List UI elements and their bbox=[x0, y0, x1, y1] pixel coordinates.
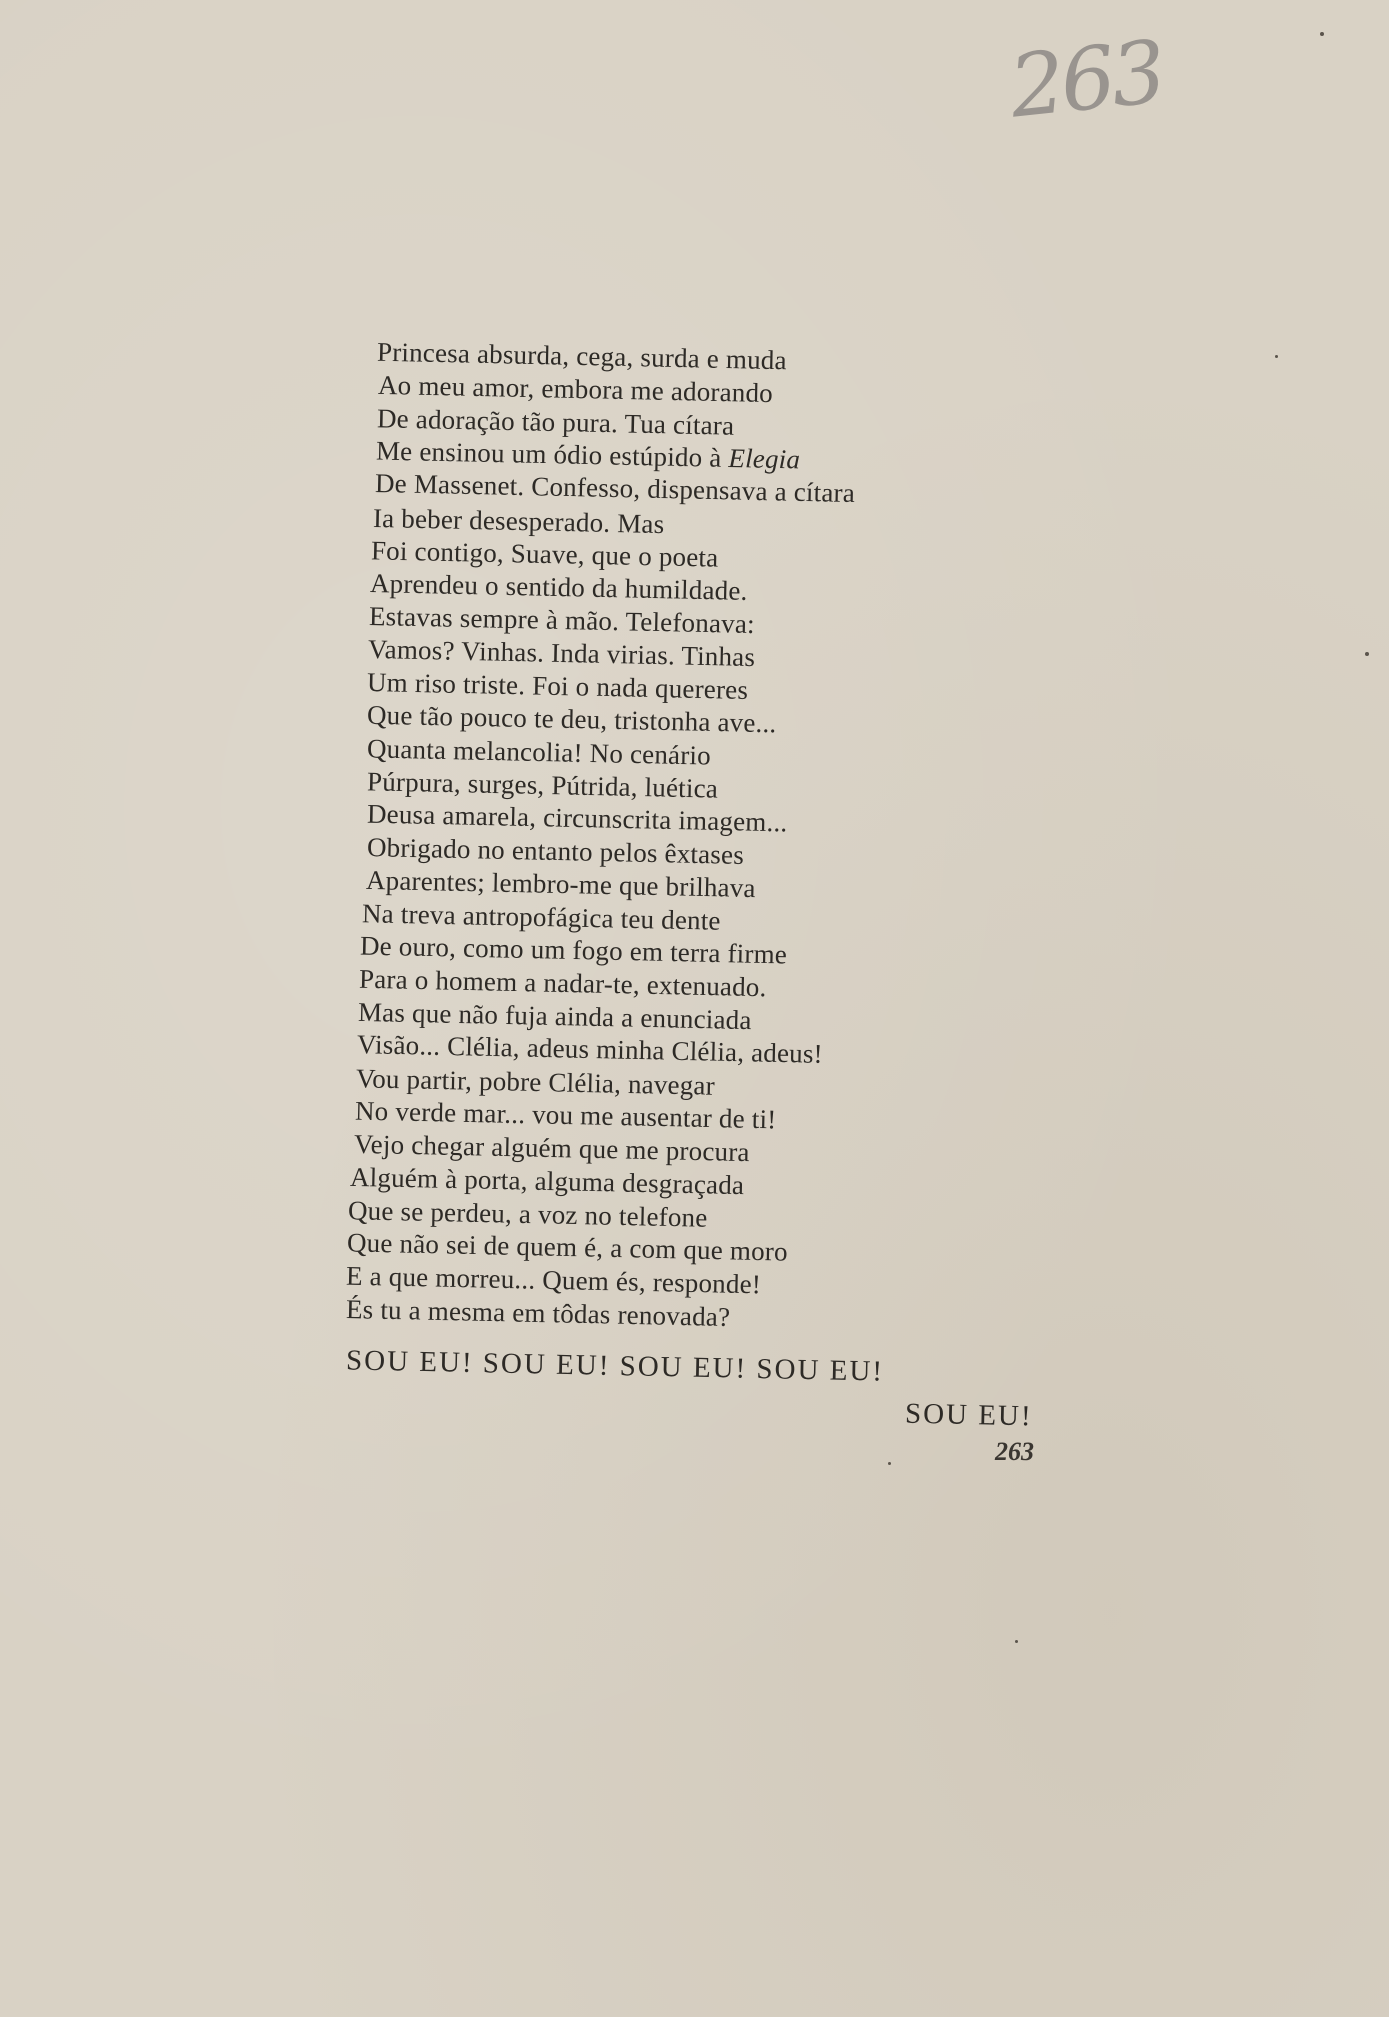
line-text: Mas que não fuja ainda a enunciada bbox=[357, 996, 752, 1036]
line-text: Obrigado no entanto pelos êxtases bbox=[366, 832, 745, 870]
line-text: Que não sei de quem é, a com que moro bbox=[346, 1227, 789, 1267]
paper-speck bbox=[888, 1462, 891, 1465]
line-text: E a que morreu... Quem és, responde! bbox=[345, 1260, 762, 1300]
closing-refrain: SOU EU! SOU EU! SOU EU! SOU EU! bbox=[345, 1344, 885, 1388]
line-text: Ia beber desesperado. Mas bbox=[372, 502, 665, 540]
italic-title: Elegia bbox=[728, 442, 801, 475]
line-text: Vou partir, pobre Clélia, navegar bbox=[355, 1063, 716, 1101]
paper-speck bbox=[1320, 32, 1324, 36]
line-text: Alguém à porta, alguma desgraçada bbox=[349, 1161, 745, 1201]
line-text: Para o homem a nadar-te, extenuado. bbox=[358, 963, 767, 1003]
line-text: Deusa amarela, circunscrita imagem... bbox=[366, 798, 788, 838]
line-text: Foi contigo, Suave, que o poeta bbox=[370, 535, 719, 573]
line-text: Vamos? Vinhas. Inda virias. Tinhas bbox=[367, 633, 756, 673]
line-text: De Massenet. Confesso, dispensava a cítara bbox=[374, 467, 856, 509]
paper-speck bbox=[1275, 355, 1278, 358]
poem-line bbox=[346, 1293, 731, 1333]
line-text: Ao meu amor, embora me adorando bbox=[377, 369, 774, 409]
paper-speck bbox=[1015, 1640, 1018, 1643]
line-text: De adoração tão pura. Tua cítara bbox=[376, 403, 735, 441]
line-text: De ouro, como um fogo em terra firme bbox=[359, 930, 788, 970]
closing-refrain-final: SOU EU! bbox=[904, 1397, 1033, 1433]
line-text: Estavas sempre à mão. Telefonava: bbox=[368, 600, 756, 640]
line-text: Me ensinou um ódio estúpido à bbox=[375, 435, 729, 473]
line-text: Vejo chegar alguém que me procura bbox=[353, 1128, 750, 1168]
line-text: Aprendeu o sentido da humildade. bbox=[369, 568, 748, 606]
line-text: Que se perdeu, a voz no telefone bbox=[347, 1195, 708, 1233]
line-text: Princesa absurda, cega, surda e muda bbox=[376, 336, 788, 376]
handwritten-page-number: 263 bbox=[1005, 22, 1167, 138]
line-text: Quanta melancolia! No cenário bbox=[366, 733, 712, 771]
line-text: Visão... Clélia, adeus minha Clélia, adeus! bbox=[356, 1029, 824, 1069]
line-text: Púrpura, surges, Pútrida, luética bbox=[366, 766, 719, 804]
line-text: No verde mar... vou me ausentar de ti! bbox=[354, 1095, 777, 1135]
line-text: Um riso triste. Foi o nada quereres bbox=[366, 667, 749, 705]
line-text: Aparentes; lembro-me que brilhava bbox=[365, 864, 756, 904]
page-number: 263 bbox=[995, 1437, 1034, 1466]
paper-speck bbox=[1365, 652, 1369, 656]
line-text: Que tão pouco te deu, tristonha ave... bbox=[366, 699, 777, 739]
line-text: Na treva antropofágica teu dente bbox=[361, 898, 721, 936]
line-text: És tu a mesma em tôdas renovada? bbox=[345, 1293, 731, 1333]
